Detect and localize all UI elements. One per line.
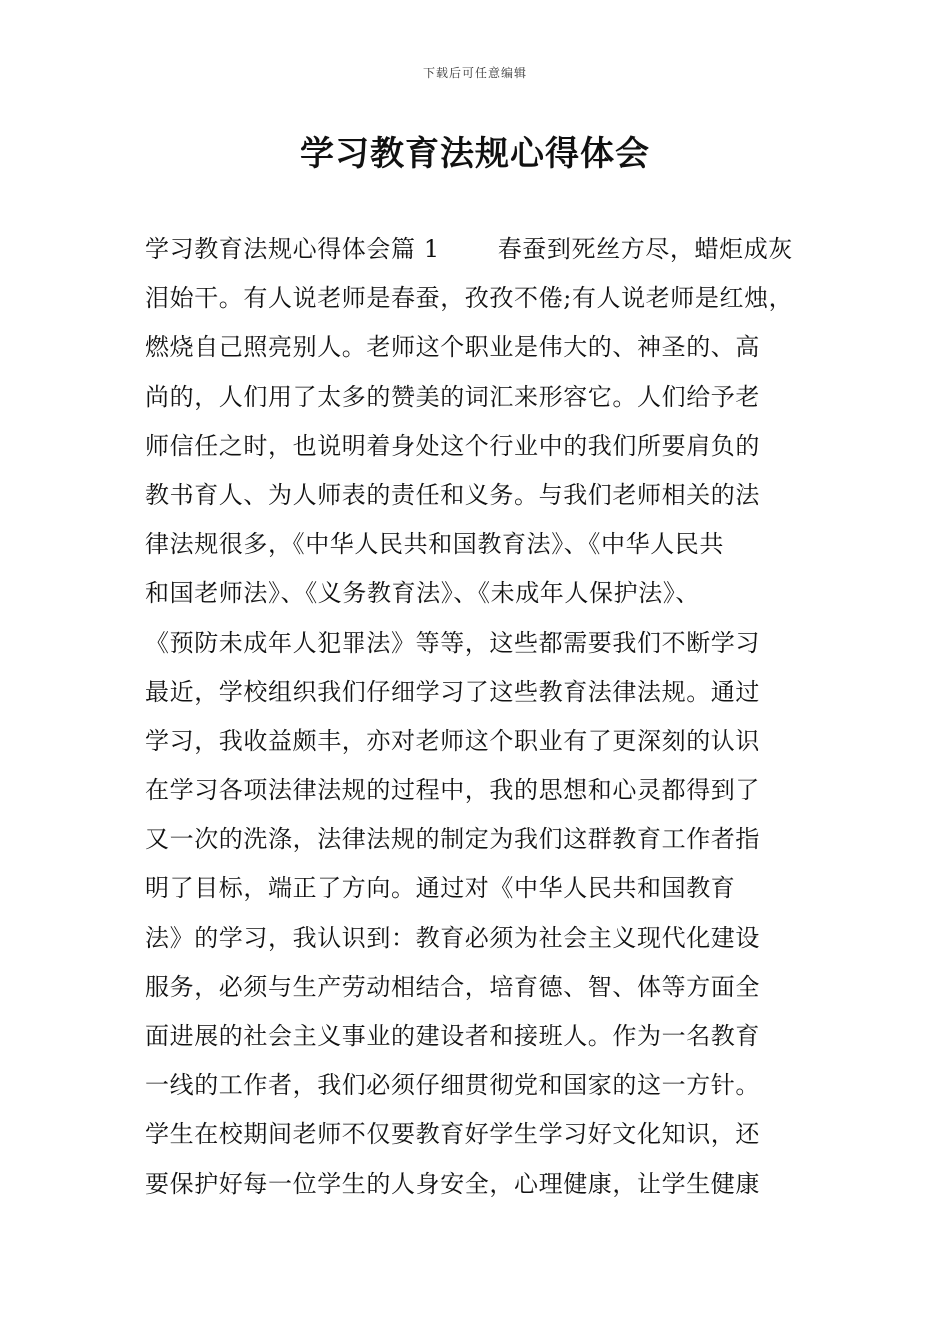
body-line: 学习，我收益颇丰，亦对老师这个职业有了更深刻的认识 bbox=[145, 726, 760, 755]
document-body bbox=[145, 225, 825, 1209]
page-title: 学习教育法规心得体会 bbox=[300, 134, 650, 174]
body-line: 法》的学习，我认识到：教育必须为社会主义现代化建设 bbox=[145, 923, 760, 952]
body-line: 学生在校期间老师不仅要教育好学生学习好文化知识，还 bbox=[145, 1120, 760, 1149]
body-line: 在学习各项法律法规的过程中，我的思想和心灵都得到了 bbox=[145, 776, 760, 805]
body-line: 明了目标，端正了方向。通过对《中华人民共和国教育 bbox=[145, 874, 736, 903]
body-line: 律法规很多，《中华人民共和国教育法》、《中华人民共 bbox=[145, 530, 724, 559]
body-line: 又一次的洗涤，法律法规的制定为我们这群教育工作者指 bbox=[145, 825, 760, 854]
body-line: 服务，必须与生产劳动相结合，培育德、智、体等方面全 bbox=[145, 972, 760, 1001]
body-line: 最近，学校组织我们仔细学习了这些教育法律法规。通过 bbox=[145, 677, 760, 706]
section-heading: 学习教育法规心得体会篇 1 bbox=[145, 235, 440, 263]
body-line: 《预防未成年人犯罪法》等等，这些都需要我们不断学习 bbox=[145, 628, 760, 657]
body-line: 和国老师法》、《义务教育法》、《未成年人保护法》、 bbox=[145, 579, 700, 608]
body-line: 师信任之时，也说明着身处这个行业中的我们所要肩负的 bbox=[145, 431, 760, 460]
body-line: 尚的，人们用了太多的赞美的词汇来形容它。人们给予老 bbox=[145, 382, 760, 411]
body-line: 要保护好每一位学生的人身安全，心理健康，让学生健康 bbox=[145, 1169, 760, 1198]
body-line: 面进展的社会主义事业的建设者和接班人。作为一名教育 bbox=[145, 1022, 760, 1050]
header-note: 下载后可任意编辑 bbox=[422, 66, 527, 80]
body-line-1 bbox=[145, 225, 825, 274]
body-line: 泪始干。有人说老师是春蚕，孜孜不倦;有人说老师是红烛， bbox=[145, 284, 794, 313]
body-line: 燃烧自己照亮别人。老师这个职业是伟大的、神圣的、高 bbox=[145, 333, 760, 362]
body-line: 教书育人、为人师表的责任和义务。与我们老师相关的法 bbox=[145, 480, 760, 509]
body-line: 一线的工作者，我们必须仔细贯彻党和国家的这一方针。 bbox=[145, 1071, 760, 1100]
section-text-start: 春蚕到死丝方尽，蜡炬成灰 bbox=[497, 235, 793, 263]
